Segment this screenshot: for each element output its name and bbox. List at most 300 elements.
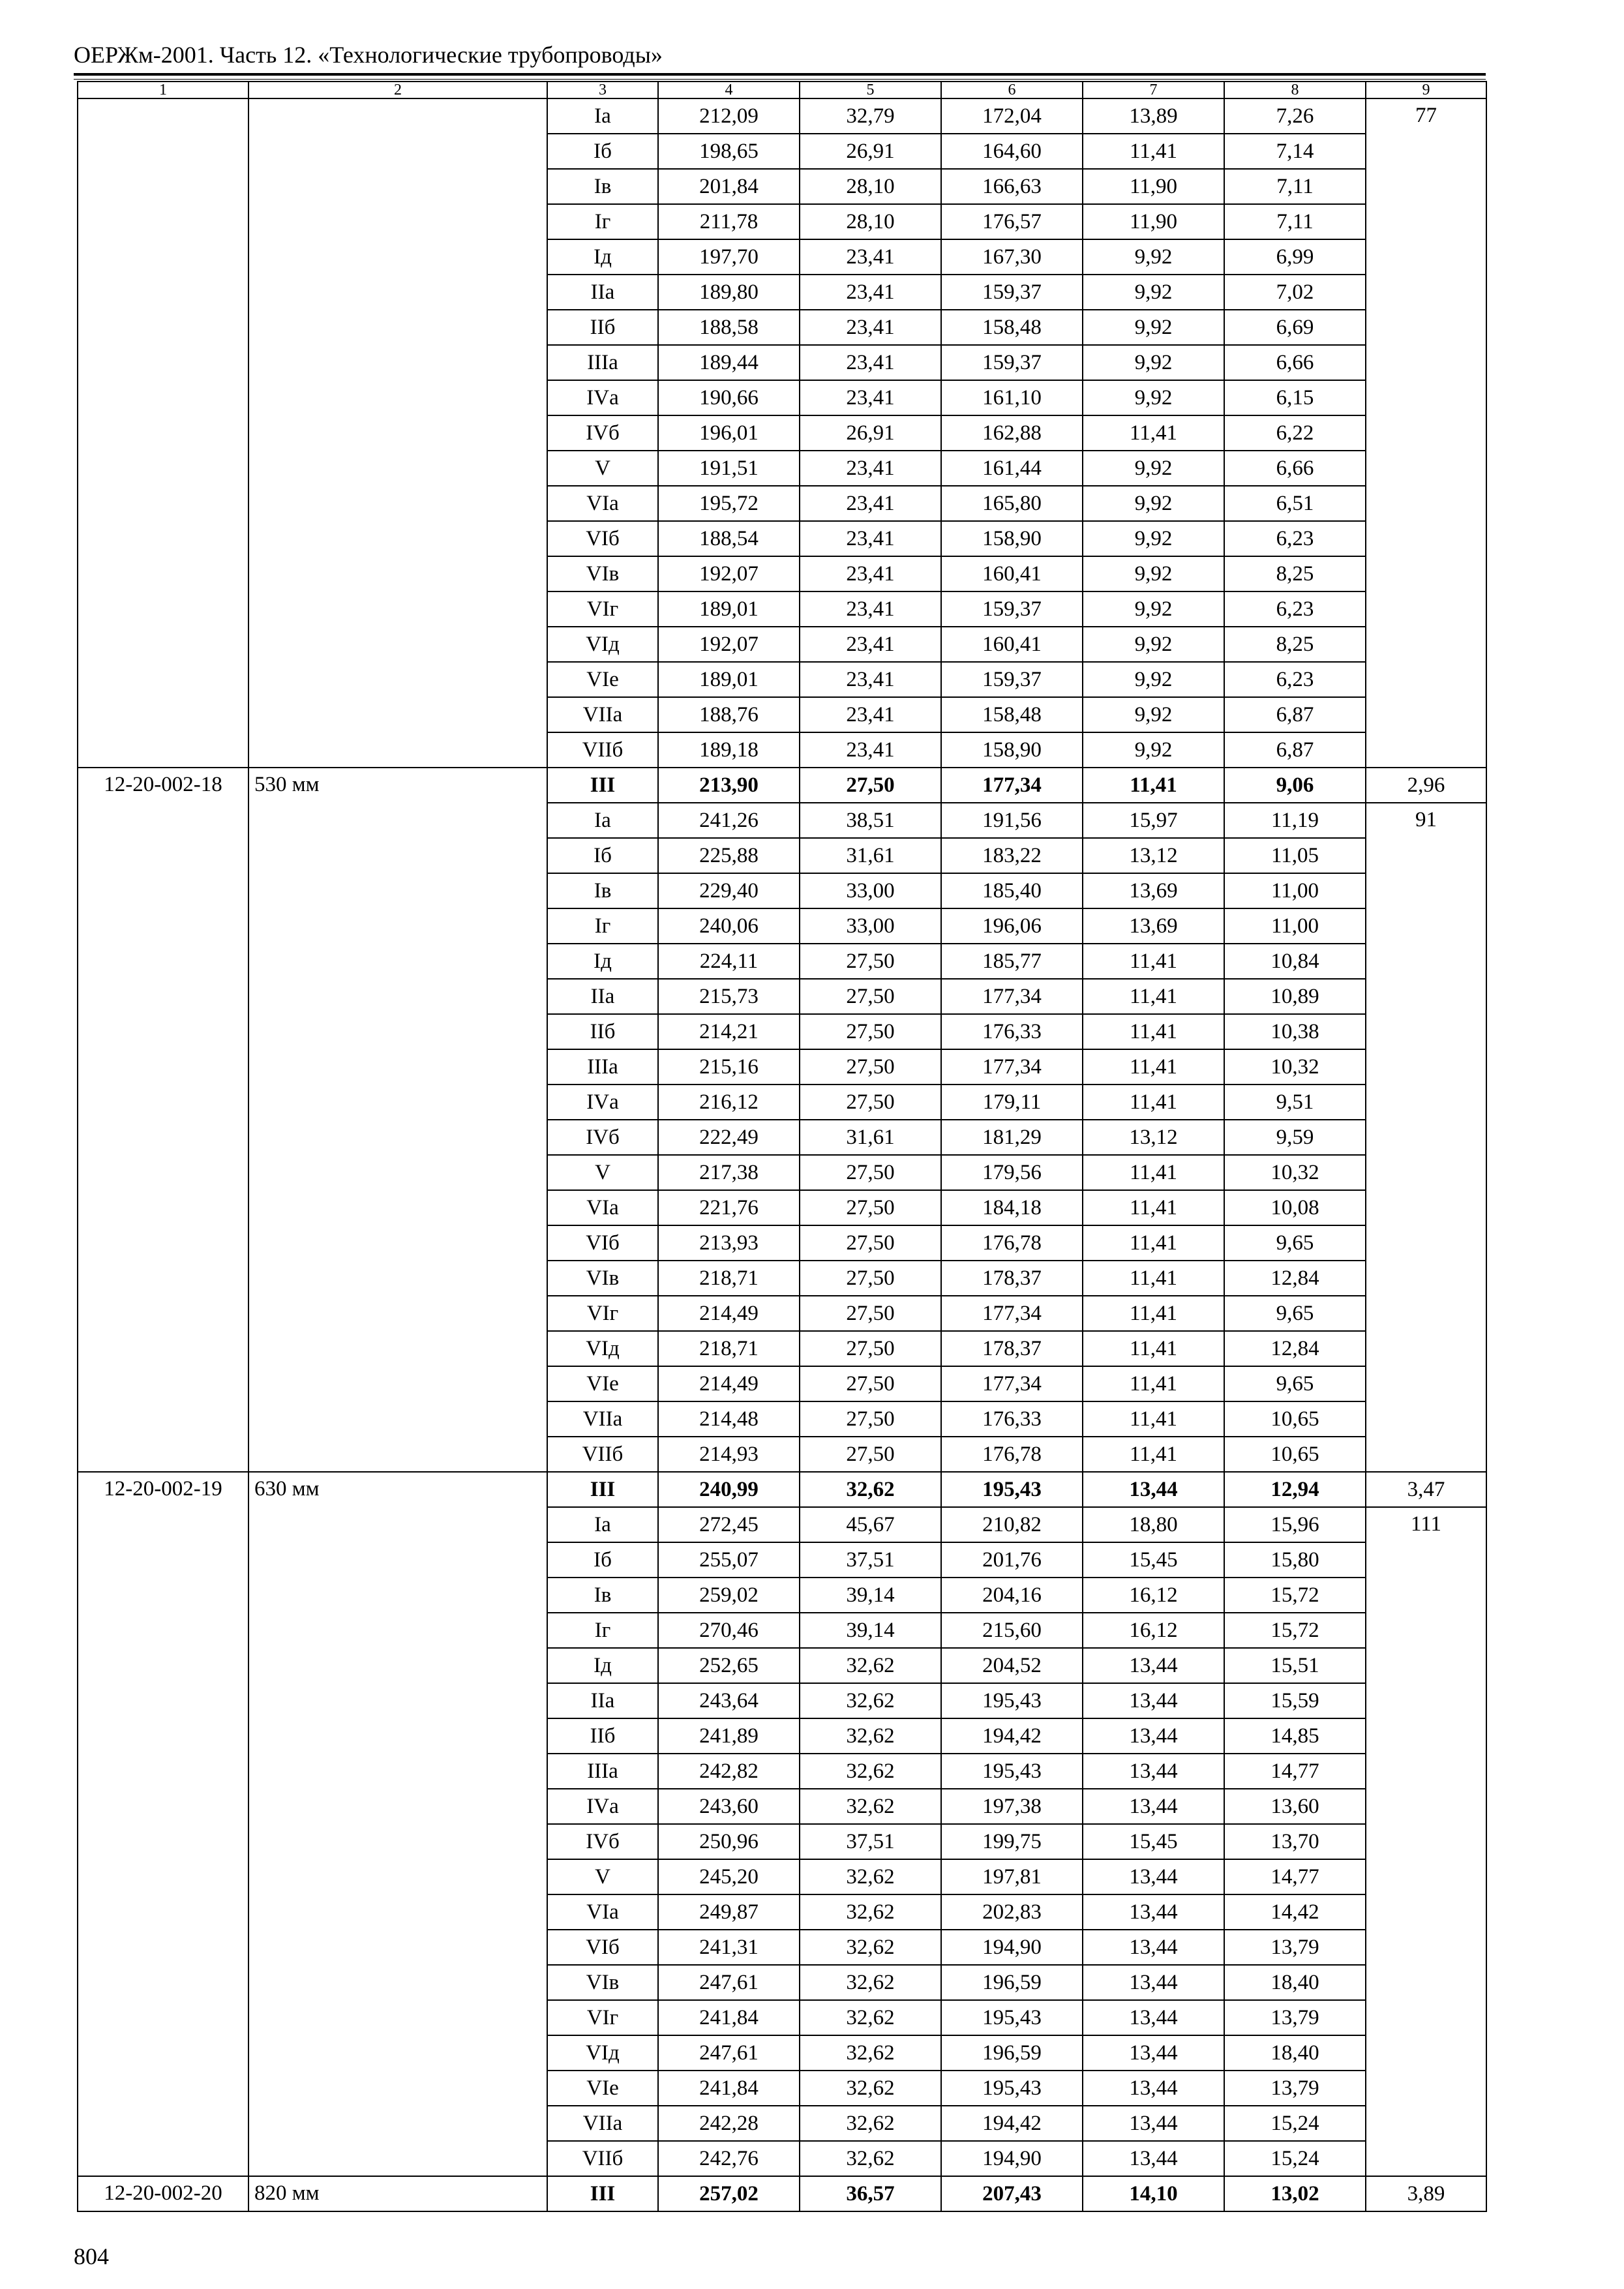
value-cell: 27,50 xyxy=(800,768,941,803)
value-cell: 215,73 xyxy=(658,979,800,1014)
value-cell: 222,49 xyxy=(658,1120,800,1155)
value-cell: 12,84 xyxy=(1224,1261,1366,1296)
value-cell: 26,91 xyxy=(800,134,941,169)
value-cell: 176,33 xyxy=(941,1014,1083,1049)
value-cell: 214,49 xyxy=(658,1296,800,1331)
value-cell: 196,01 xyxy=(658,415,800,451)
value-cell: 194,90 xyxy=(941,1930,1083,1965)
value-cell: 185,77 xyxy=(941,944,1083,979)
col9-cell: 91 xyxy=(1366,803,1486,1472)
value-cell: 45,67 xyxy=(800,1507,941,1542)
value-cell: 15,45 xyxy=(1083,1542,1224,1578)
value-cell: 27,50 xyxy=(800,1049,941,1085)
value-cell: 159,37 xyxy=(941,275,1083,310)
value-cell: 270,46 xyxy=(658,1613,800,1648)
value-cell: 172,04 xyxy=(941,98,1083,134)
value-cell: 189,80 xyxy=(658,275,800,310)
value-cell: 11,41 xyxy=(1083,944,1224,979)
value-cell: 8,25 xyxy=(1224,627,1366,662)
value-cell: 11,41 xyxy=(1083,768,1224,803)
value-cell: 249,87 xyxy=(658,1894,800,1930)
value-cell: 9,92 xyxy=(1083,591,1224,627)
value-cell: 218,71 xyxy=(658,1261,800,1296)
group-main-row xyxy=(78,1472,1486,1507)
variant-cell: IIIа xyxy=(547,1754,658,1789)
variant-cell: IVа xyxy=(547,1789,658,1824)
value-cell: 13,44 xyxy=(1083,1683,1224,1718)
value-cell: 181,29 xyxy=(941,1120,1083,1155)
value-cell: 213,90 xyxy=(658,768,800,803)
value-cell: 13,69 xyxy=(1083,873,1224,908)
value-cell: 242,76 xyxy=(658,2141,800,2176)
variant-cell: IVб xyxy=(547,1824,658,1859)
size-cell: 820 мм xyxy=(248,2176,547,2211)
value-cell: 15,24 xyxy=(1224,2106,1366,2141)
value-cell: 176,78 xyxy=(941,1225,1083,1261)
value-cell: 195,43 xyxy=(941,2000,1083,2035)
value-cell: 32,62 xyxy=(800,1472,941,1507)
value-cell: 6,66 xyxy=(1224,451,1366,486)
value-cell: 11,05 xyxy=(1224,838,1366,873)
value-cell: 189,18 xyxy=(658,732,800,768)
value-cell: 225,88 xyxy=(658,838,800,873)
value-cell: 14,10 xyxy=(1083,2176,1224,2211)
variant-cell: III xyxy=(547,768,658,803)
value-cell: 27,50 xyxy=(800,1261,941,1296)
variant-cell: VIа xyxy=(547,1894,658,1930)
value-cell: 14,85 xyxy=(1224,1718,1366,1754)
value-cell: 192,07 xyxy=(658,627,800,662)
value-cell: 8,25 xyxy=(1224,556,1366,591)
value-cell: 13,79 xyxy=(1224,2071,1366,2106)
value-cell: 15,72 xyxy=(1224,1613,1366,1648)
value-cell: 158,90 xyxy=(941,732,1083,768)
variant-cell: IVб xyxy=(547,415,658,451)
value-cell: 27,50 xyxy=(800,1225,941,1261)
value-cell: 188,54 xyxy=(658,521,800,556)
value-cell: 221,76 xyxy=(658,1190,800,1225)
value-cell: 176,57 xyxy=(941,204,1083,239)
variant-cell: VIIб xyxy=(547,2141,658,2176)
value-cell: 161,44 xyxy=(941,451,1083,486)
value-cell: 32,62 xyxy=(800,2106,941,2141)
value-cell: 194,42 xyxy=(941,1718,1083,1754)
value-cell: 33,00 xyxy=(800,908,941,944)
value-cell: 202,83 xyxy=(941,1894,1083,1930)
value-cell: 215,16 xyxy=(658,1049,800,1085)
value-cell: 10,65 xyxy=(1224,1437,1366,1472)
variant-cell: VIа xyxy=(547,486,658,521)
value-cell: 13,69 xyxy=(1083,908,1224,944)
value-cell: 160,41 xyxy=(941,556,1083,591)
variant-cell: V xyxy=(547,1155,658,1190)
value-cell: 16,12 xyxy=(1083,1578,1224,1613)
variant-cell: V xyxy=(547,451,658,486)
value-cell: 9,51 xyxy=(1224,1085,1366,1120)
variant-cell: VIе xyxy=(547,1366,658,1401)
value-cell: 195,43 xyxy=(941,1683,1083,1718)
value-cell: 11,41 xyxy=(1083,1049,1224,1085)
value-cell: 13,44 xyxy=(1083,2106,1224,2141)
value-cell: 13,44 xyxy=(1083,2000,1224,2035)
value-cell: 158,90 xyxy=(941,521,1083,556)
value-cell: 11,19 xyxy=(1224,803,1366,838)
value-cell: 13,44 xyxy=(1083,1859,1224,1894)
value-cell: 32,62 xyxy=(800,1683,941,1718)
variant-cell: Iг xyxy=(547,1613,658,1648)
variant-cell: VIв xyxy=(547,556,658,591)
value-cell: 9,92 xyxy=(1083,380,1224,415)
variant-cell: IIIа xyxy=(547,345,658,380)
value-cell: 9,92 xyxy=(1083,732,1224,768)
value-cell: 11,41 xyxy=(1083,1331,1224,1366)
variant-cell: VIIа xyxy=(547,1401,658,1437)
column-number: 2 xyxy=(248,82,547,98)
value-cell: 6,99 xyxy=(1224,239,1366,275)
col9-cell: 111 xyxy=(1366,1507,1486,2176)
column-number: 5 xyxy=(800,82,941,98)
value-cell: 32,62 xyxy=(800,2035,941,2071)
value-cell: 241,26 xyxy=(658,803,800,838)
variant-cell: VIг xyxy=(547,2000,658,2035)
value-cell: 32,79 xyxy=(800,98,941,134)
value-cell: 250,96 xyxy=(658,1824,800,1859)
value-cell: 243,60 xyxy=(658,1789,800,1824)
variant-cell: IVа xyxy=(547,380,658,415)
value-cell: 32,62 xyxy=(800,1754,941,1789)
value-cell: 11,41 xyxy=(1083,1155,1224,1190)
value-cell: 196,59 xyxy=(941,2035,1083,2071)
value-cell: 23,41 xyxy=(800,556,941,591)
column-number-row xyxy=(78,82,1486,98)
value-cell: 177,34 xyxy=(941,768,1083,803)
value-cell: 13,44 xyxy=(1083,1472,1224,1507)
code-cell xyxy=(78,98,248,768)
value-cell: 11,41 xyxy=(1083,1437,1224,1472)
value-cell: 9,92 xyxy=(1083,627,1224,662)
value-cell: 15,45 xyxy=(1083,1824,1224,1859)
value-cell: 23,41 xyxy=(800,486,941,521)
value-cell: 39,14 xyxy=(800,1578,941,1613)
value-cell: 240,99 xyxy=(658,1472,800,1507)
value-cell: 36,57 xyxy=(800,2176,941,2211)
value-cell: 32,62 xyxy=(800,2071,941,2106)
variant-cell: VIIа xyxy=(547,2106,658,2141)
variant-cell: Iв xyxy=(547,873,658,908)
value-cell: 195,43 xyxy=(941,1754,1083,1789)
value-cell: 13,44 xyxy=(1083,1965,1224,2000)
variant-cell: Iд xyxy=(547,239,658,275)
value-cell: 31,61 xyxy=(800,1120,941,1155)
value-cell: 13,79 xyxy=(1224,2000,1366,2035)
value-cell: 207,43 xyxy=(941,2176,1083,2211)
value-cell: 23,41 xyxy=(800,451,941,486)
variant-cell: IIIа xyxy=(547,1049,658,1085)
value-cell: 158,48 xyxy=(941,697,1083,732)
value-cell: 11,41 xyxy=(1083,1190,1224,1225)
value-cell: 7,11 xyxy=(1224,169,1366,204)
value-cell: 10,84 xyxy=(1224,944,1366,979)
value-cell: 38,51 xyxy=(800,803,941,838)
value-cell: 199,75 xyxy=(941,1824,1083,1859)
variant-cell: V xyxy=(547,1859,658,1894)
value-cell: 197,81 xyxy=(941,1859,1083,1894)
value-cell: 10,65 xyxy=(1224,1401,1366,1437)
variant-cell: VIб xyxy=(547,521,658,556)
value-cell: 27,50 xyxy=(800,979,941,1014)
value-cell: 11,00 xyxy=(1224,908,1366,944)
variant-cell: IIа xyxy=(547,275,658,310)
value-cell: 188,76 xyxy=(658,697,800,732)
value-cell: 13,44 xyxy=(1083,2035,1224,2071)
value-cell: 11,41 xyxy=(1083,1014,1224,1049)
value-cell: 9,92 xyxy=(1083,697,1224,732)
value-cell: 27,50 xyxy=(800,1296,941,1331)
value-cell: 11,41 xyxy=(1083,1296,1224,1331)
value-cell: 164,60 xyxy=(941,134,1083,169)
variant-cell: Iв xyxy=(547,1578,658,1613)
value-cell: 18,80 xyxy=(1083,1507,1224,1542)
value-cell: 7,02 xyxy=(1224,275,1366,310)
value-cell: 177,34 xyxy=(941,1366,1083,1401)
variant-cell: IIа xyxy=(547,979,658,1014)
value-cell: 15,80 xyxy=(1224,1542,1366,1578)
value-cell: 23,41 xyxy=(800,345,941,380)
value-cell: 192,07 xyxy=(658,556,800,591)
value-cell: 23,41 xyxy=(800,697,941,732)
variant-cell: IIа xyxy=(547,1683,658,1718)
value-cell: 9,92 xyxy=(1083,275,1224,310)
value-cell: 252,65 xyxy=(658,1648,800,1683)
value-cell: 185,40 xyxy=(941,873,1083,908)
value-cell: 9,92 xyxy=(1083,451,1224,486)
value-cell: 11,41 xyxy=(1083,134,1224,169)
variant-cell: VIIб xyxy=(547,1437,658,1472)
value-cell: 27,50 xyxy=(800,1437,941,1472)
value-cell: 13,44 xyxy=(1083,1894,1224,1930)
group-main-row xyxy=(78,768,1486,803)
value-cell: 6,15 xyxy=(1224,380,1366,415)
value-cell: 257,02 xyxy=(658,2176,800,2211)
value-cell: 240,06 xyxy=(658,908,800,944)
variant-cell: VIд xyxy=(547,1331,658,1366)
variant-cell: Iб xyxy=(547,1542,658,1578)
variant-cell: VIд xyxy=(547,627,658,662)
value-cell: 159,37 xyxy=(941,591,1083,627)
value-cell: 194,90 xyxy=(941,2141,1083,2176)
value-cell: 176,33 xyxy=(941,1401,1083,1437)
value-cell: 7,14 xyxy=(1224,134,1366,169)
value-cell: 9,92 xyxy=(1083,239,1224,275)
code-cell: 12-20-002-19 xyxy=(78,1472,248,2176)
value-cell: 160,41 xyxy=(941,627,1083,662)
col9-cell: 77 xyxy=(1366,98,1486,768)
value-cell: 6,66 xyxy=(1224,345,1366,380)
value-cell: 241,89 xyxy=(658,1718,800,1754)
value-cell: 27,50 xyxy=(800,1401,941,1437)
variant-cell: VIа xyxy=(547,1190,658,1225)
value-cell: 7,26 xyxy=(1224,98,1366,134)
value-cell: 15,72 xyxy=(1224,1578,1366,1613)
value-cell: 15,97 xyxy=(1083,803,1224,838)
value-cell: 189,44 xyxy=(658,345,800,380)
value-cell: 13,89 xyxy=(1083,98,1224,134)
value-cell: 28,10 xyxy=(800,169,941,204)
value-cell: 255,07 xyxy=(658,1542,800,1578)
value-cell: 247,61 xyxy=(658,1965,800,2000)
value-cell: 23,41 xyxy=(800,521,941,556)
value-cell: 23,41 xyxy=(800,380,941,415)
value-cell: 32,62 xyxy=(800,1718,941,1754)
value-cell: 178,37 xyxy=(941,1331,1083,1366)
value-cell: 6,51 xyxy=(1224,486,1366,521)
value-cell: 23,41 xyxy=(800,662,941,697)
value-cell: 184,18 xyxy=(941,1190,1083,1225)
variant-cell: VIв xyxy=(547,1965,658,2000)
value-cell: 179,11 xyxy=(941,1085,1083,1120)
value-cell: 272,45 xyxy=(658,1507,800,1542)
size-cell: 530 мм xyxy=(248,768,547,1472)
value-cell: 37,51 xyxy=(800,1824,941,1859)
value-cell: 195,43 xyxy=(941,1472,1083,1507)
value-cell: 166,63 xyxy=(941,169,1083,204)
variant-cell: VIIб xyxy=(547,732,658,768)
value-cell: 15,51 xyxy=(1224,1648,1366,1683)
value-cell: 11,90 xyxy=(1083,169,1224,204)
value-cell: 178,37 xyxy=(941,1261,1083,1296)
value-cell: 13,44 xyxy=(1083,2141,1224,2176)
value-cell: 6,87 xyxy=(1224,732,1366,768)
variant-cell: IIб xyxy=(547,1718,658,1754)
value-cell: 32,62 xyxy=(800,2141,941,2176)
column-number: 3 xyxy=(547,82,658,98)
value-cell: 15,59 xyxy=(1224,1683,1366,1718)
value-cell: 6,23 xyxy=(1224,521,1366,556)
variant-cell: Iд xyxy=(547,1648,658,1683)
value-cell: 13,44 xyxy=(1083,2071,1224,2106)
value-cell: 210,82 xyxy=(941,1507,1083,1542)
col9-cell: 3,89 xyxy=(1366,2176,1486,2211)
variant-cell: VIг xyxy=(547,1296,658,1331)
value-cell: 190,66 xyxy=(658,380,800,415)
value-cell: 9,92 xyxy=(1083,486,1224,521)
value-cell: 13,12 xyxy=(1083,1120,1224,1155)
variant-cell: III xyxy=(547,2176,658,2211)
value-cell: 28,10 xyxy=(800,204,941,239)
value-cell: 26,91 xyxy=(800,415,941,451)
value-cell: 11,41 xyxy=(1083,1225,1224,1261)
value-cell: 14,42 xyxy=(1224,1894,1366,1930)
value-cell: 241,84 xyxy=(658,2071,800,2106)
value-cell: 196,06 xyxy=(941,908,1083,944)
value-cell: 211,78 xyxy=(658,204,800,239)
variant-cell: VIд xyxy=(547,2035,658,2071)
table-row xyxy=(78,98,1486,134)
value-cell: 12,84 xyxy=(1224,1331,1366,1366)
value-cell: 27,50 xyxy=(800,1085,941,1120)
value-cell: 188,58 xyxy=(658,310,800,345)
value-cell: 23,41 xyxy=(800,239,941,275)
value-cell: 242,82 xyxy=(658,1754,800,1789)
value-cell: 161,10 xyxy=(941,380,1083,415)
value-cell: 32,62 xyxy=(800,1789,941,1824)
value-cell: 13,12 xyxy=(1083,838,1224,873)
value-cell: 9,92 xyxy=(1083,556,1224,591)
value-cell: 245,20 xyxy=(658,1859,800,1894)
value-cell: 195,43 xyxy=(941,2071,1083,2106)
column-number: 1 xyxy=(78,82,248,98)
value-cell: 214,49 xyxy=(658,1366,800,1401)
value-cell: 183,22 xyxy=(941,838,1083,873)
code-cell: 12-20-002-20 xyxy=(78,2176,248,2211)
value-cell: 32,62 xyxy=(800,1859,941,1894)
value-cell: 162,88 xyxy=(941,415,1083,451)
value-cell: 201,84 xyxy=(658,169,800,204)
value-cell: 32,62 xyxy=(800,1930,941,1965)
value-cell: 32,62 xyxy=(800,1894,941,1930)
value-cell: 195,72 xyxy=(658,486,800,521)
value-cell: 27,50 xyxy=(800,1366,941,1401)
value-cell: 18,40 xyxy=(1224,1965,1366,2000)
value-cell: 242,28 xyxy=(658,2106,800,2141)
value-cell: 13,44 xyxy=(1083,1754,1224,1789)
value-cell: 217,38 xyxy=(658,1155,800,1190)
size-cell xyxy=(248,98,547,768)
variant-cell: IVа xyxy=(547,1085,658,1120)
value-cell: 13,44 xyxy=(1083,1930,1224,1965)
variant-cell: Iг xyxy=(547,204,658,239)
variant-cell: IIб xyxy=(547,1014,658,1049)
value-cell: 224,11 xyxy=(658,944,800,979)
value-cell: 197,38 xyxy=(941,1789,1083,1824)
value-cell: 9,65 xyxy=(1224,1366,1366,1401)
value-cell: 214,93 xyxy=(658,1437,800,1472)
variant-cell: Iа xyxy=(547,803,658,838)
value-cell: 243,64 xyxy=(658,1683,800,1718)
value-cell: 23,41 xyxy=(800,627,941,662)
variant-cell: VIб xyxy=(547,1225,658,1261)
value-cell: 27,50 xyxy=(800,1155,941,1190)
value-cell: 10,38 xyxy=(1224,1014,1366,1049)
value-cell: 6,69 xyxy=(1224,310,1366,345)
value-cell: 204,16 xyxy=(941,1578,1083,1613)
value-cell: 12,94 xyxy=(1224,1472,1366,1507)
col9-cell: 3,47 xyxy=(1366,1472,1486,1507)
group-main-row xyxy=(78,2176,1486,2211)
value-cell: 6,23 xyxy=(1224,591,1366,627)
value-cell: 11,41 xyxy=(1083,1085,1224,1120)
value-cell: 179,56 xyxy=(941,1155,1083,1190)
value-cell: 167,30 xyxy=(941,239,1083,275)
value-cell: 216,12 xyxy=(658,1085,800,1120)
value-cell: 13,44 xyxy=(1083,1789,1224,1824)
variant-cell: IVб xyxy=(547,1120,658,1155)
value-cell: 194,42 xyxy=(941,2106,1083,2141)
value-cell: 15,96 xyxy=(1224,1507,1366,1542)
value-cell: 13,44 xyxy=(1083,1648,1224,1683)
code-cell: 12-20-002-18 xyxy=(78,768,248,1472)
value-cell: 13,60 xyxy=(1224,1789,1366,1824)
value-cell: 159,37 xyxy=(941,662,1083,697)
value-cell: 13,02 xyxy=(1224,2176,1366,2211)
value-cell: 214,21 xyxy=(658,1014,800,1049)
column-number: 6 xyxy=(941,82,1083,98)
value-cell: 31,61 xyxy=(800,838,941,873)
value-cell: 159,37 xyxy=(941,345,1083,380)
value-cell: 259,02 xyxy=(658,1578,800,1613)
value-cell: 23,41 xyxy=(800,275,941,310)
col9-cell: 2,96 xyxy=(1366,768,1486,803)
